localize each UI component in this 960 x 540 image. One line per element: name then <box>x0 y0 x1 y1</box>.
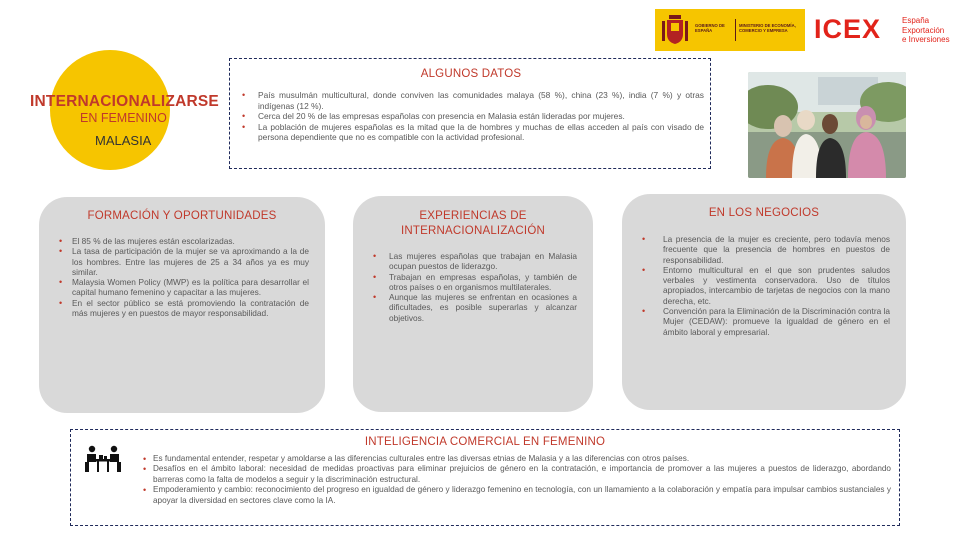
card-title: EN LOS NEGOCIOS <box>708 207 820 219</box>
list-item: • Las mujeres españolas que trabajan en Malasia ocupan puestos de liderazgo. <box>369 251 577 272</box>
icex-subtitle <box>902 16 960 45</box>
government-text: GOBIERNO DE ESPAÑA <box>695 23 725 33</box>
list-item: • Malaysia Women Policy (MWP) es la política para desarrollar el capital humano femenino y capacitar a las mujeres. <box>55 277 309 298</box>
women-group-photo <box>748 72 906 178</box>
list-item: • Empoderamiento y cambio: reconocimiento del progreso en igualdad de género y liderazgo femenino en tecnología, con un llamamiento a la colaboración y empatía para impulsar cambios sustanciales y apoyar la diversidad en sectores clave como la IA. <box>139 485 891 506</box>
list-item: • El 85 % de las mujeres están escolarizadas. <box>55 236 309 246</box>
page-title: INTERNACIONALIZARSE <box>30 93 219 110</box>
icex-sub-line: Exportación <box>902 25 945 35</box>
card-title-line: INTERNACIONALIZACIÓN <box>401 225 545 237</box>
list-item: • Convención para la Eliminación de la Discriminación contra la Mujer (CEDAW): promueve la igualdad de género en el ámbito laboral y empresarial. <box>638 306 890 337</box>
card-list <box>369 251 577 323</box>
icex-mark: ICEX <box>814 14 882 44</box>
list-item: • Trabajan en empresas españolas, y también de otros países o en organismos multilaterales. <box>369 272 577 293</box>
list-item: • Desafíos en el ámbito laboral: necesidad de medidas proactivas para eliminar prejuicios de género en la contratación, e importancia de promover a las mujeres a puestos de liderazgo, abordando barreras como la falta de modelos a seguir y la discriminación estructural. <box>139 464 891 485</box>
icex-sub-line: España <box>902 16 930 25</box>
business-card <box>622 194 906 410</box>
list-item: • La presencia de la mujer es creciente, pero todavía menos frecuente que la presencia de hombres en puestos de responsabilidad. <box>638 234 890 265</box>
key-facts-list <box>238 90 704 143</box>
list-item: • Cerca del 20 % de las empresas españolas con presencia en Malasia están lideradas por mujeres. <box>238 111 704 122</box>
card-list <box>55 236 309 318</box>
page-subtitle: EN FEMENINO <box>80 111 167 125</box>
intelligence-list <box>139 454 891 506</box>
coat-of-arms-icon <box>660 13 690 47</box>
list-item: • Aunque las mujeres se enfrentan en ocasiones a dificultades, es posible superarlas y alcanzar objetivos. <box>369 292 577 323</box>
meeting-icon <box>83 444 123 474</box>
logo-divider <box>735 19 736 41</box>
list-item: • País musulmán multicultural, donde conviven las comunidades malaya (58 %), china (23 %), india (7 %) y otras indígenas (12 %). <box>238 90 704 111</box>
card-title <box>369 209 577 239</box>
list-item: • La población de mujeres españolas es la mitad que la de hombres y muchas de ellas acceden al país con visado de persona dependiente que no es compatible con la actividad profesional. <box>238 122 704 143</box>
key-facts-title: ALGUNOS DATOS <box>420 68 522 80</box>
key-facts-box <box>229 58 711 169</box>
internationalization-experiences-card <box>353 196 593 412</box>
list-item: • Es fundamental entender, respetar y amoldarse a las diferencias culturales entre las diversas etnias de Malasia y a las diferencias con otros países. <box>139 454 891 464</box>
card-list <box>638 234 890 337</box>
list-item: • En el sector público se está promoviendo la contratación de más mujeres y en puestos de mayor responsabilidad. <box>55 298 309 319</box>
ministry-text: MINISTERIO DE ECONOMÍA, COMERCIO Y EMPRESA <box>739 23 796 33</box>
icex-sub-line: e Inversiones <box>902 35 950 44</box>
intelligence-title: INTELIGENCIA COMERCIAL EN FEMENINO <box>364 436 606 448</box>
training-opportunities-card <box>39 197 325 413</box>
country-label: MALASIA <box>95 133 152 148</box>
commercial-intelligence-box <box>70 429 900 526</box>
list-item: • Entorno multicultural en el que son prudentes saludos verbales y vestimenta conservadora. Uso de títulos apropiados, intercambio de tarjetas de negocios con la mano derecha, etc. <box>638 265 890 306</box>
government-logo <box>655 9 805 51</box>
card-title: FORMACIÓN Y OPORTUNIDADES <box>87 210 277 222</box>
card-title-line: EXPERIENCIAS DE <box>419 210 527 222</box>
list-item: • La tasa de participación de la mujer se va aproximando a la de los hombres. Entre las mujeres de 25 a 34 años ya es muy similar. <box>55 246 309 277</box>
